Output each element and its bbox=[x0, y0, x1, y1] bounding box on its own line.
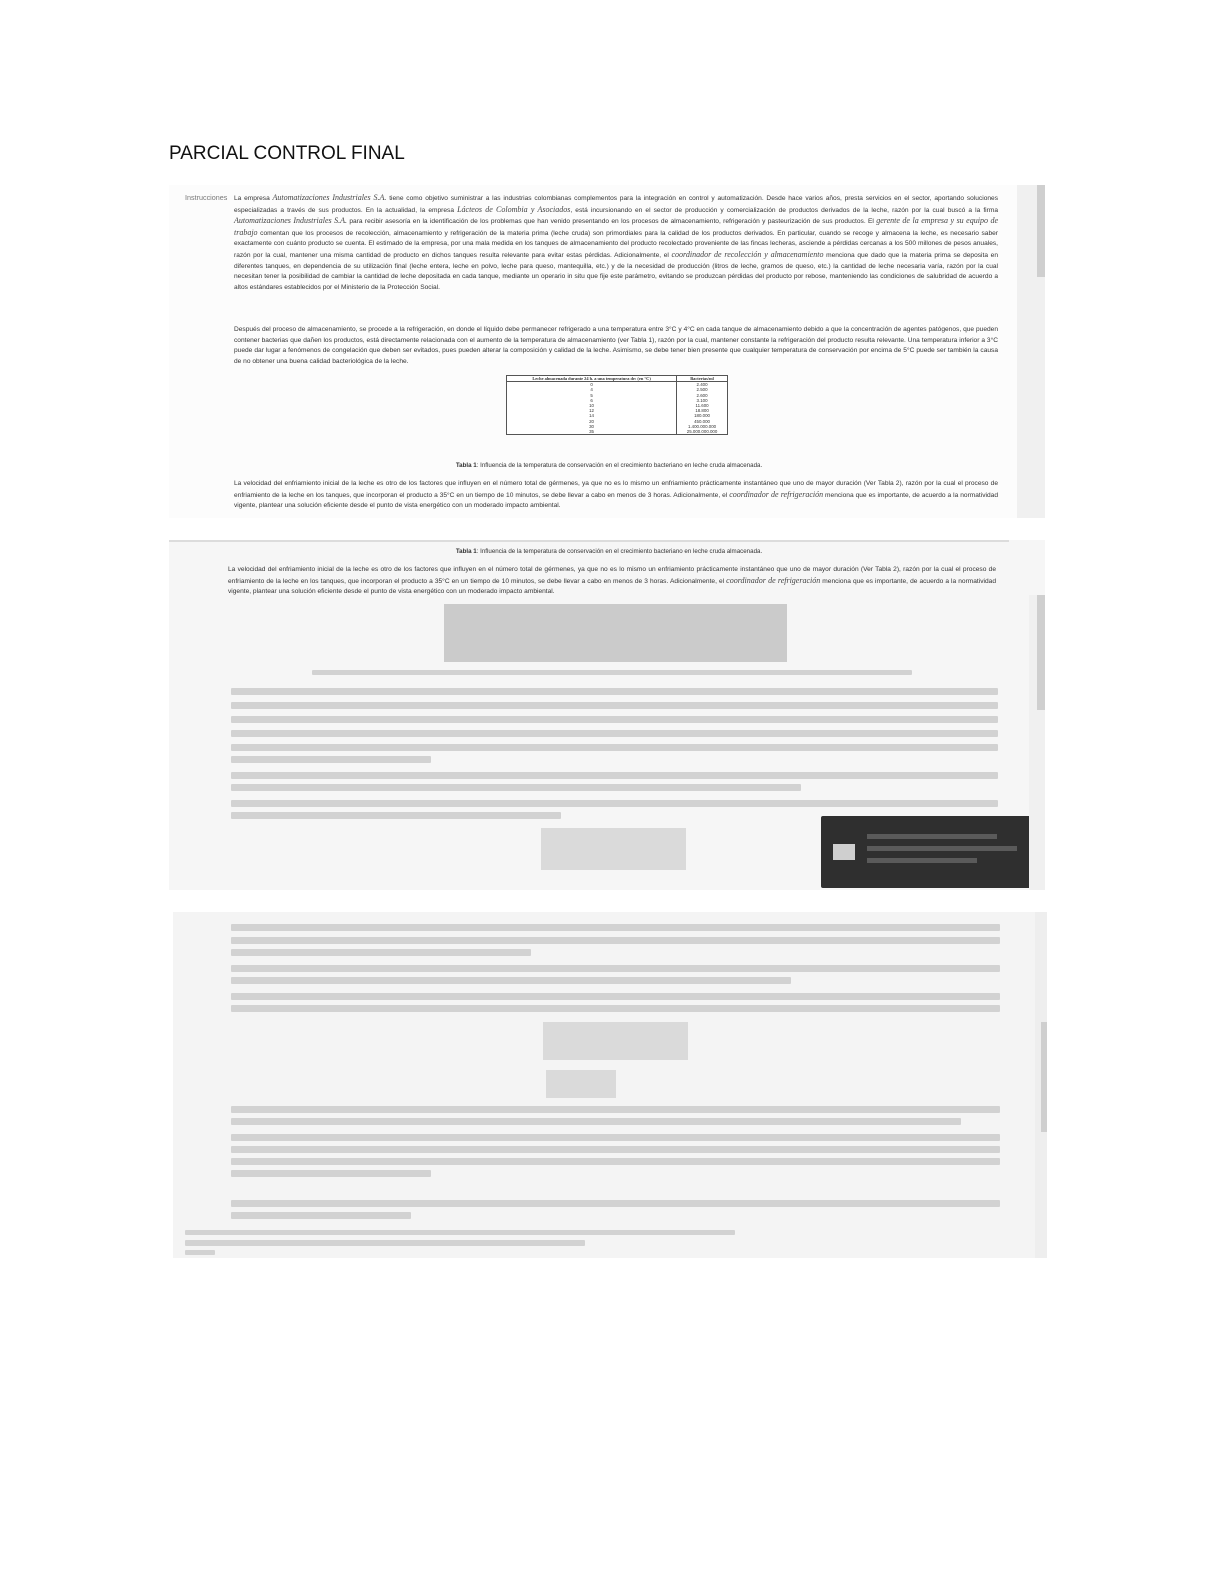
caption-label-2: Tabla 1 bbox=[455, 548, 477, 555]
caption-text-2: : Influencia de la temperatura de conservación en el crecimiento bacteriano en leche cruda almacenada. bbox=[476, 548, 763, 555]
p1-text-g: para recibir asesoría en la identificación de los problemas que han venido presentando en los procesos de almacenamiento, refrigeración y pasteurización de sus productos. El bbox=[347, 218, 877, 226]
blurred-line bbox=[231, 1118, 961, 1125]
refrigeration-paragraph: Después del proceso de almacenamiento, se procede a la refrigeración, en donde el líquido debe permanecer refrigerado a una temperatura entre 3°C y 4°C en cada tanque de almacenamiento debido a que la concentración de agentes patógenos, que pueden contener bacterias que dañen los productos, está directamente relacionada con el aumento de la temperatura de almacenamiento (ver Tabla 1), razón por la cual, mantener constante la refrigeración del producto resulta relevante. Una temperatura inferior a 3°C puede dar lugar a fenómenos de congelación que deben ser evitados, pues pueden alterar la composición y calidad de la leche. Asimismo, se debe tener bien presente que cualquier temperatura de conservación por encima de 5°C puede ser también la causa de no obtener una buena calidad bacteriológica de la leche. bbox=[234, 326, 998, 365]
blurred-popup-line bbox=[867, 858, 977, 863]
screenshot-instructions bbox=[169, 185, 1045, 518]
table-cell-temperature: 5 bbox=[590, 392, 593, 398]
instructions-label: Instrucciones bbox=[185, 193, 228, 202]
blurred-line bbox=[231, 1170, 431, 1177]
p3-text-c: menciona que es importante, de acuerdo a la normatividad vigente, plantear una solución eficiente desde el punto de vista energético con un moderado impacto ambiental. bbox=[234, 491, 998, 510]
table-cell-bacteria: 25.000.000.000 bbox=[686, 429, 718, 435]
bacteria-table bbox=[506, 375, 728, 435]
scroll-thumb[interactable] bbox=[1037, 185, 1045, 277]
p1-coordinator: coordinador de recolección y almacenamiento bbox=[671, 249, 824, 259]
table-col-bacteria bbox=[677, 382, 728, 435]
table-cell-bacteria: 180.000 bbox=[694, 413, 710, 419]
blurred-popup-line bbox=[867, 834, 997, 839]
table-cell-bacteria: 3.100 bbox=[696, 397, 708, 403]
p1-company-name-2: Automatizaciones Industriales S.A. bbox=[234, 216, 348, 226]
scrollbar[interactable] bbox=[1035, 912, 1047, 1258]
blurred-line bbox=[231, 730, 998, 737]
divider bbox=[169, 540, 1009, 542]
blurred-line bbox=[231, 965, 1000, 972]
p1-text-a: La empresa bbox=[234, 195, 273, 202]
blurred-popup-line bbox=[867, 846, 1017, 851]
blurred-line bbox=[185, 1250, 215, 1255]
scroll-thumb[interactable] bbox=[1037, 595, 1045, 710]
blurred-line bbox=[231, 716, 998, 723]
blurred-equation bbox=[546, 1070, 616, 1098]
scrollbar[interactable] bbox=[1017, 185, 1045, 518]
notification-icon bbox=[833, 844, 855, 860]
blurred-line bbox=[185, 1230, 735, 1235]
blurred-line bbox=[231, 688, 998, 695]
table-cell-temperature: 20 bbox=[589, 418, 594, 424]
p1-company-name: Automatizaciones Industriales S.A. bbox=[272, 193, 387, 202]
notification-popup[interactable] bbox=[821, 816, 1039, 888]
blurred-equation bbox=[541, 828, 686, 870]
table-caption bbox=[209, 462, 1009, 469]
p1-text-k: menciona que dado que la materia prima se deposita en diferentes tanques, en dependencia de su utilización final (leche entera, leche en polvo, leche para queso, mantequilla, etc.) y de la necesidad de producción (litros de leche, gramos de queso, etc.) la cantidad de leche necesaria varía, razón por la cual necesitan tener la posibilidad de cambiar la cantidad de leche depositada en cada tanque, mediante un operario in situ que fije este parámetro, evitando se produzcan pérdidas del producto por rebose, manteniendo las condiciones de salubridad de acuerdo a altos estándares establecidos por el Ministerio de la Protección Social. bbox=[234, 251, 998, 291]
blurred-line bbox=[231, 1212, 411, 1219]
table-cell-bacteria: 450.000 bbox=[694, 418, 710, 424]
blurred-line bbox=[231, 993, 1000, 1000]
table-header-temperature: Leche almacenada durante 24 h. a una temperatura de: (en °C) bbox=[507, 376, 677, 382]
blurred-line bbox=[231, 1146, 1000, 1153]
blurred-line bbox=[231, 772, 998, 779]
table-cell-temperature: 35 bbox=[589, 429, 594, 435]
table-cell-temperature: 10 bbox=[589, 403, 594, 409]
table-cell-temperature: 4 bbox=[590, 387, 593, 393]
p3-text-a: La velocidad del enfriamiento inicial de la leche es otro de los factores que influyen en el número total de gérmenes, ya que no es lo mismo un enfriamiento prácticamente instantáneo que uno de mayor duración (Ver Tabla 2), razón por la cual el proceso de enfriamiento de la leche en los tanques, que incorporan el producto a 35°C en un tiempo de 10 minutos, se debe llevar a cabo en menos de 3 horas. Adicionalmente, el bbox=[234, 480, 998, 499]
blurred-line bbox=[231, 800, 998, 807]
blurred-line bbox=[231, 1134, 1000, 1141]
screenshot-blurred bbox=[173, 912, 1047, 1258]
blurred-line bbox=[231, 949, 531, 956]
cooling-paragraph-2 bbox=[228, 565, 996, 598]
caption-label: Tabla 1 bbox=[455, 462, 477, 469]
blurred-line bbox=[231, 1158, 1000, 1165]
p3-coordinator: coordinador de refrigeración bbox=[729, 489, 824, 499]
blurred-line bbox=[231, 924, 1000, 931]
blurred-caption bbox=[312, 670, 912, 675]
screenshot-partially-blurred bbox=[169, 540, 1045, 890]
table-col-temperatures bbox=[507, 382, 677, 435]
blurred-table bbox=[444, 604, 787, 662]
blurred-line bbox=[231, 744, 998, 751]
p1-text-e: , está incursionando en el sector de producción y comercialización de productos derivados de la leche, razón por la cual buscó a la firma bbox=[570, 206, 998, 214]
table-cell-bacteria: 11.600 bbox=[695, 403, 709, 409]
scrollbar[interactable] bbox=[1029, 595, 1045, 890]
caption-text: : Influencia de la temperatura de conservación en el crecimiento bacteriano en leche cruda almacenada. bbox=[476, 462, 763, 469]
blurred-line bbox=[231, 1200, 1000, 1207]
intro-paragraph bbox=[234, 193, 998, 293]
p1-client-name: Lácteos de Colombia y Asociados bbox=[457, 204, 571, 214]
blurred-line bbox=[231, 812, 561, 819]
blurred-line bbox=[231, 977, 791, 984]
p1-manager: gerente de la empresa y su equipo de trabajo bbox=[234, 216, 999, 237]
p1-text-c: tiene como objetivo suministrar a las industrias colombianas complementos para la integración en control y automatización. Desde hace varios años, presta servicios en el sector, aportando soluciones especializadas a través de sus productos. En la actualidad, la empresa bbox=[234, 195, 998, 214]
blurred-line bbox=[231, 1005, 1000, 1012]
table-cell-bacteria: 2.500 bbox=[696, 387, 708, 393]
table-cell-temperature: 14 bbox=[589, 413, 594, 419]
page-title: PARCIAL CONTROL FINAL bbox=[169, 143, 405, 164]
scroll-thumb[interactable] bbox=[1041, 1022, 1047, 1132]
table-cell-bacteria: 2.600 bbox=[696, 392, 708, 398]
table-cell-bacteria: 2.400 bbox=[696, 382, 708, 388]
table-cell-bacteria: 18.800 bbox=[695, 408, 709, 414]
table-header-bacteria: Bacterias/ml bbox=[677, 376, 728, 382]
blurred-line bbox=[231, 1106, 1000, 1113]
table-cell-temperature: 6 bbox=[590, 397, 593, 403]
p1-text-i: comentan que los procesos de recolección, almacenamiento y refrigeración de la materia prima (leche cruda) son primordiales para la calidad de los productos derivados. En particular, cuando se recoge y almacena la leche, es necesario saber exactamente con cuánto producto se cuenta. El estimado de la empresa, por una mala medida en los tanques de almacenamiento del producto recolectado proveniente de las fincas lecheras, asciende a pérdidas cercanas a los 500 millones de pesos anuales, razón por la cual, mantener una misma cantidad de producto en dichos tanques resulta relevante para evitar estas pérdidas. Adicionalmente, el bbox=[234, 229, 998, 259]
table-cell-temperature: 12 bbox=[589, 408, 594, 414]
blurred-equation bbox=[543, 1022, 688, 1060]
cooling-paragraph bbox=[234, 479, 998, 512]
blurred-line bbox=[231, 756, 431, 763]
p-text-c-2: menciona que es importante, de acuerdo a la normatividad vigente, plantear una solución eficiente desde el punto de vista energético con un moderado impacto ambiental. bbox=[228, 577, 996, 596]
p-text-a-2: La velocidad del enfriamiento inicial de la leche es otro de los factores que influyen en el número total de gérmenes, ya que no es lo mismo un enfriamiento prácticamente instantáneo que uno de mayor duración (Ver Tabla 2), razón por la cual el proceso de enfriamiento de la leche en los tanques, que incorporan el producto a 35°C en un tiempo de 10 minutos, se debe llevar a cabo en menos de 3 horas. Adicionalmente, el bbox=[228, 566, 996, 585]
blurred-line bbox=[185, 1240, 585, 1246]
blurred-line bbox=[231, 937, 1000, 944]
table-cell-bacteria: 1.400.000.000 bbox=[688, 423, 717, 429]
p-coordinator-2: coordinador de refrigeración bbox=[726, 575, 821, 585]
blurred-line bbox=[231, 702, 998, 709]
table-caption-2 bbox=[209, 548, 1009, 555]
table-cell-temperature: 30 bbox=[589, 423, 594, 429]
blurred-line bbox=[231, 784, 801, 791]
table-cell-temperature: 0 bbox=[590, 382, 593, 388]
